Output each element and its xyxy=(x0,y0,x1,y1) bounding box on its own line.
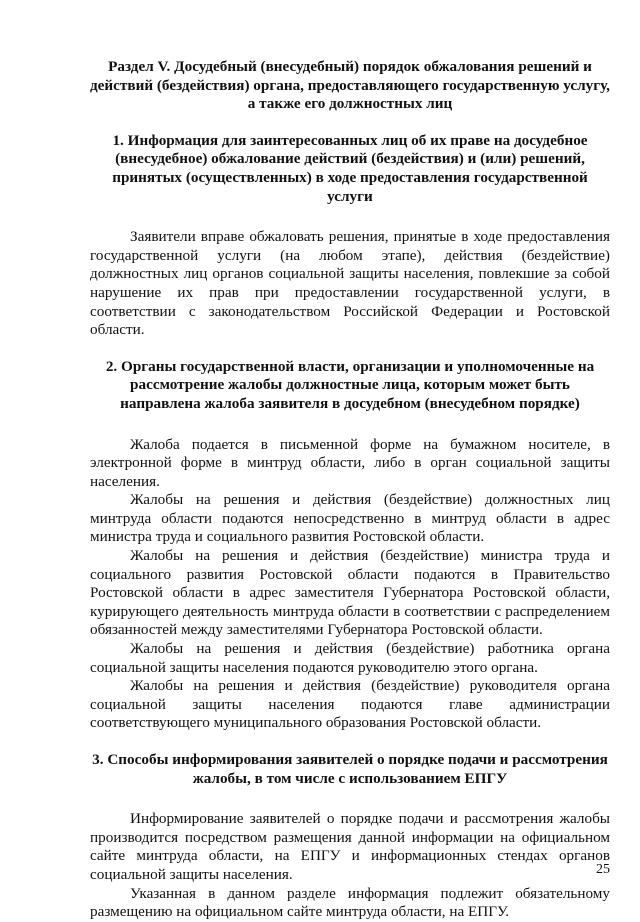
section-3-paragraph-1: Информирование заявителей о порядке подачи и рассмотрения жалобы производится посредством размещения данной информации на официальном сайте минтруда области, на ЕПГУ и информационных стендах органов социальной защиты населения. xyxy=(90,810,610,883)
section-2-paragraph-2: Жалобы на решения и действия (бездействие) должностных лиц минтруда области подаются непосредственно в минтруд области в адрес министра труда и социального развития Ростовской области. xyxy=(90,491,610,546)
section-1 xyxy=(90,132,610,340)
section-3-paragraph-2: Указанная в данном разделе информация подлежит обязательному размещению на официальном сайте минтруда области, на ЕПГУ. xyxy=(90,884,610,921)
section-2-paragraph-1: Жалоба подается в письменной форме на бумажном носителе, в электронной форме в минтруд области, либо в орган социальной защиты населения. xyxy=(90,435,610,490)
page-number: 25 xyxy=(596,862,610,877)
section-1-heading: 1. Информация для заинтересованных лиц об их праве на досудебное (внесудебное) обжалование действий (бездействия) и (или) решений, принятых (осуществленных) в ходе предоставления государственной услуги xyxy=(112,131,588,205)
section-3-heading: 3. Способы информирования заявителей о порядке подачи и рассмотрения жалобы, в том числе с использованием ЕПГУ xyxy=(92,751,608,787)
document-page xyxy=(90,58,610,922)
section-2-paragraph-4: Жалобы на решения и действия (бездействие) работника органа социальной защиты населения подаются руководителю этого органа. xyxy=(90,640,610,676)
section-2 xyxy=(90,358,610,733)
section-2-heading: 2. Органы государственной власти, организации и уполномоченные на рассмотрение жалобы должностные лица, которым может быть направлена жалоба заявителя в досудебном (внесудебном порядке) xyxy=(105,357,595,412)
section-3 xyxy=(90,751,610,922)
section-title: Раздел V. Досудебный (внесудебный) порядок обжалования решений и действий (бездействия) органа, предоставляющего государственную услугу, а также его должностных лиц xyxy=(90,58,610,113)
section-2-paragraph-3: Жалобы на решения и действия (бездействие) министра труда и социального развития Ростовской области подаются в Правительство Ростовской области в адрес заместителя Губернатора Ростовской области, курирующего деятельность минтруда области в соответствии с распределением обязанностей между заместителями Губернатора Ростовской области. xyxy=(90,547,610,639)
section-1-paragraph-1: Заявители вправе обжаловать решения, принятые в ходе предоставления государственной услуги (на любом этапе), действия (бездействие) должностных лиц органов социальной защиты населения, повлекшие за собой нарушение их прав при предоставлении государственной услуги, в соответствии с законодательством Российской Федерации и Ростовской области. xyxy=(90,228,610,339)
section-2-paragraph-5: Жалобы на решения и действия (бездействие) руководителя органа социальной защиты населения подаются главе администрации соответствующего муниципального образования Ростовской области. xyxy=(90,677,610,732)
